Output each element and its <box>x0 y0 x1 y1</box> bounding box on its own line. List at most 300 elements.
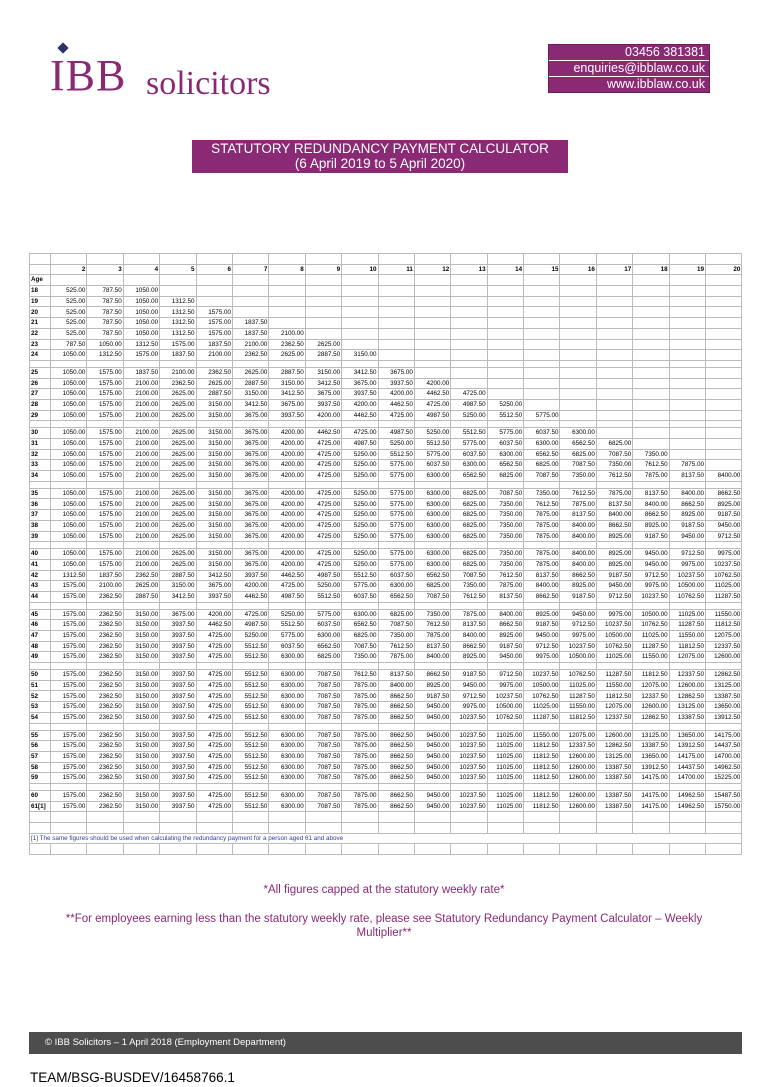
payment-cell: 7875.00 <box>524 510 560 521</box>
blank-cell <box>51 542 87 549</box>
payment-cell: 4200.00 <box>269 439 305 450</box>
blank-cell <box>414 783 450 790</box>
payment-cell: 1575.00 <box>87 428 123 439</box>
blank-cell <box>487 723 523 730</box>
empty-cell <box>342 318 378 329</box>
payment-cell: 7087.50 <box>378 620 414 631</box>
blank-cell <box>87 275 123 286</box>
empty-cell <box>342 307 378 318</box>
payment-cell: 2362.50 <box>87 773 123 784</box>
payment-cell: 4725.00 <box>414 399 450 410</box>
payment-cell: 1050.00 <box>51 460 87 471</box>
payment-cell: 5250.00 <box>342 471 378 482</box>
blank-cell <box>342 275 378 286</box>
payment-cell: 5512.50 <box>305 591 341 602</box>
age-cell: 60 <box>30 790 51 801</box>
payment-cell: 14962.50 <box>669 790 705 801</box>
empty-cell <box>633 296 669 307</box>
payment-cell: 7875.00 <box>342 702 378 713</box>
payment-cell: 3937.50 <box>160 670 196 681</box>
payment-cell: 6037.50 <box>451 449 487 460</box>
blank-cell <box>87 254 123 265</box>
payment-cell: 2362.50 <box>87 631 123 642</box>
payment-cell: 6825.00 <box>451 559 487 570</box>
payment-cell: 3150.00 <box>123 691 159 702</box>
payment-cell: 1050.00 <box>123 307 159 318</box>
blank-cell <box>123 602 159 609</box>
payment-cell: 2887.50 <box>232 378 268 389</box>
payment-cell: 787.50 <box>51 339 87 350</box>
payment-cell: 7612.50 <box>560 488 596 499</box>
payment-cell: 2362.50 <box>87 801 123 812</box>
payment-cell: 6825.00 <box>451 510 487 521</box>
payment-cell: 8662.50 <box>378 751 414 762</box>
payment-cell: 525.00 <box>51 307 87 318</box>
payment-cell: 8662.50 <box>451 641 487 652</box>
blank-cell <box>560 421 596 428</box>
blank-cell <box>560 812 596 823</box>
payment-cell: 6825.00 <box>451 499 487 510</box>
payment-cell: 11812.50 <box>524 741 560 752</box>
blank-cell <box>524 823 560 834</box>
blank-cell <box>342 602 378 609</box>
blank-cell <box>160 275 196 286</box>
blank-cell <box>414 812 450 823</box>
payment-cell: 7875.00 <box>342 730 378 741</box>
empty-cell <box>669 449 705 460</box>
payment-cell: 5250.00 <box>342 559 378 570</box>
years-header-cell: 11 <box>378 264 414 275</box>
empty-cell <box>633 318 669 329</box>
blank-cell <box>196 602 232 609</box>
payment-cell: 9450.00 <box>414 762 450 773</box>
payment-cell: 7087.50 <box>342 641 378 652</box>
empty-cell <box>669 296 705 307</box>
payment-cell: 13912.50 <box>706 712 742 723</box>
payment-cell: 2100.00 <box>123 428 159 439</box>
payment-cell: 1575.00 <box>87 531 123 542</box>
blank-cell <box>596 783 632 790</box>
payment-cell: 9975.00 <box>524 652 560 663</box>
empty-cell <box>269 318 305 329</box>
payment-cell: 11025.00 <box>706 581 742 592</box>
payment-cell: 2625.00 <box>269 350 305 361</box>
payment-cell: 2100.00 <box>123 378 159 389</box>
payment-cell: 1050.00 <box>123 296 159 307</box>
payment-cell: 2362.50 <box>87 790 123 801</box>
payment-cell: 3150.00 <box>196 399 232 410</box>
empty-cell <box>633 307 669 318</box>
empty-cell <box>342 286 378 297</box>
payment-cell: 12600.00 <box>560 801 596 812</box>
payment-cell: 3937.50 <box>160 652 196 663</box>
payment-cell: 5775.00 <box>378 510 414 521</box>
payment-cell: 2100.00 <box>123 399 159 410</box>
payment-cell: 8400.00 <box>487 609 523 620</box>
payment-cell: 8137.50 <box>669 471 705 482</box>
payment-cell: 8400.00 <box>596 510 632 521</box>
payment-cell: 4725.00 <box>305 449 341 460</box>
empty-cell <box>596 296 632 307</box>
payment-cell: 2887.50 <box>196 389 232 400</box>
payment-cell: 4987.50 <box>342 439 378 450</box>
payment-cell: 6562.50 <box>524 449 560 460</box>
payment-cell: 7087.50 <box>451 570 487 581</box>
payment-cell: 6562.50 <box>305 641 341 652</box>
blank-cell <box>51 360 87 367</box>
empty-cell <box>706 367 742 378</box>
contact-website[interactable]: www.ibblaw.co.uk <box>549 77 709 92</box>
table-row <box>30 680 742 691</box>
payment-cell: 7087.50 <box>487 488 523 499</box>
payment-cell: 14175.00 <box>669 751 705 762</box>
payment-cell: 13650.00 <box>669 730 705 741</box>
payment-cell: 3937.50 <box>269 410 305 421</box>
empty-cell <box>596 328 632 339</box>
payment-cell: 10237.50 <box>451 801 487 812</box>
payment-cell: 4200.00 <box>269 520 305 531</box>
payment-cell: 4200.00 <box>269 449 305 460</box>
blank-cell <box>669 602 705 609</box>
payment-cell: 13125.00 <box>669 702 705 713</box>
payment-cell: 4200.00 <box>269 488 305 499</box>
blank-cell <box>487 783 523 790</box>
payment-cell: 7087.50 <box>305 730 341 741</box>
payment-cell: 1575.00 <box>51 631 87 642</box>
blank-cell <box>305 275 341 286</box>
payment-cell: 8400.00 <box>451 631 487 642</box>
payment-cell: 1575.00 <box>51 670 87 681</box>
table-row <box>30 488 742 499</box>
payment-cell: 6300.00 <box>269 730 305 741</box>
blank-cell <box>378 360 414 367</box>
blank-cell <box>633 723 669 730</box>
empty-cell <box>706 410 742 421</box>
age-cell: 27 <box>30 389 51 400</box>
payment-cell: 4725.00 <box>378 410 414 421</box>
blank-cell <box>451 360 487 367</box>
blank-cell <box>378 823 414 834</box>
payment-cell: 2362.50 <box>87 712 123 723</box>
blank-cell <box>669 723 705 730</box>
payment-cell: 3675.00 <box>305 389 341 400</box>
payment-cell: 6300.00 <box>414 471 450 482</box>
empty-cell <box>706 389 742 400</box>
payment-cell: 3675.00 <box>232 449 268 460</box>
blank-cell <box>669 663 705 670</box>
blank-cell <box>51 481 87 488</box>
payment-cell: 1050.00 <box>51 499 87 510</box>
payment-cell: 1575.00 <box>51 762 87 773</box>
payment-cell: 1575.00 <box>87 559 123 570</box>
empty-cell <box>487 286 523 297</box>
payment-cell: 2625.00 <box>160 531 196 542</box>
payment-cell: 6300.00 <box>305 631 341 642</box>
blank-cell <box>596 542 632 549</box>
table-row <box>30 339 742 350</box>
empty-cell <box>342 339 378 350</box>
payment-cell: 525.00 <box>51 318 87 329</box>
contact-phone: 03456 381381 <box>549 45 709 61</box>
payment-cell: 5512.50 <box>232 691 268 702</box>
blank-cell <box>305 812 341 823</box>
blank-cell <box>269 823 305 834</box>
payment-cell: 7612.50 <box>596 471 632 482</box>
age-cell: 28 <box>30 399 51 410</box>
payment-cell: 8137.50 <box>560 510 596 521</box>
payment-cell: 5512.50 <box>232 730 268 741</box>
payment-cell: 2362.50 <box>87 670 123 681</box>
blank-cell <box>706 783 742 790</box>
age-cell: 45 <box>30 609 51 620</box>
payment-cell: 2625.00 <box>160 559 196 570</box>
payment-cell: 1050.00 <box>51 378 87 389</box>
empty-cell <box>596 428 632 439</box>
age-cell: 46 <box>30 620 51 631</box>
empty-cell <box>669 350 705 361</box>
payment-cell: 4725.00 <box>305 499 341 510</box>
payment-cell: 2100.00 <box>123 389 159 400</box>
blank-cell <box>232 481 268 488</box>
payment-cell: 2625.00 <box>160 499 196 510</box>
payment-cell: 12600.00 <box>706 652 742 663</box>
payment-cell: 3937.50 <box>160 790 196 801</box>
payment-cell: 1050.00 <box>123 328 159 339</box>
payment-cell: 2625.00 <box>160 549 196 560</box>
blank-cell <box>269 663 305 670</box>
payment-cell: 6037.50 <box>414 460 450 471</box>
blank-cell <box>633 481 669 488</box>
payment-cell: 1050.00 <box>51 399 87 410</box>
empty-cell <box>633 399 669 410</box>
payment-cell: 3150.00 <box>123 762 159 773</box>
age-cell: 53 <box>30 702 51 713</box>
payment-cell: 10762.50 <box>560 670 596 681</box>
payment-cell: 1575.00 <box>123 350 159 361</box>
blank-cell <box>30 663 51 670</box>
payment-cell: 3675.00 <box>378 367 414 378</box>
payment-cell: 12075.00 <box>669 652 705 663</box>
blank-cell <box>30 421 51 428</box>
empty-cell <box>414 350 450 361</box>
empty-cell <box>378 318 414 329</box>
payment-cell: 1575.00 <box>51 641 87 652</box>
blank-cell <box>560 844 596 855</box>
logo-ibb-text: IBB <box>50 51 127 100</box>
payment-cell: 3937.50 <box>160 762 196 773</box>
table-row <box>30 751 742 762</box>
payment-cell: 7087.50 <box>305 790 341 801</box>
blank-cell <box>269 542 305 549</box>
blank-cell <box>560 481 596 488</box>
payment-cell: 4200.00 <box>269 471 305 482</box>
payment-cell: 5512.50 <box>232 652 268 663</box>
blank-cell <box>596 481 632 488</box>
payment-cell: 6300.00 <box>269 702 305 713</box>
blank-row <box>30 254 742 265</box>
payment-cell: 3937.50 <box>305 399 341 410</box>
payment-cell: 3150.00 <box>305 367 341 378</box>
payment-cell: 3150.00 <box>196 471 232 482</box>
blank-cell <box>232 360 268 367</box>
payment-cell: 11287.50 <box>633 641 669 652</box>
blank-cell <box>487 421 523 428</box>
payment-cell: 9712.50 <box>669 549 705 560</box>
age-cell: 33 <box>30 460 51 471</box>
blank-cell <box>706 602 742 609</box>
payment-cell: 4200.00 <box>269 531 305 542</box>
blank-cell <box>706 275 742 286</box>
payment-cell: 4462.50 <box>305 428 341 439</box>
payment-cell: 12337.50 <box>560 741 596 752</box>
blank-cell <box>269 360 305 367</box>
payment-cell: 10500.00 <box>633 609 669 620</box>
blank-cell <box>269 481 305 488</box>
empty-cell <box>560 350 596 361</box>
payment-cell: 8662.50 <box>378 730 414 741</box>
blank-cell <box>123 542 159 549</box>
payment-cell: 1575.00 <box>51 652 87 663</box>
payment-cell: 10500.00 <box>487 702 523 713</box>
blank-cell <box>87 823 123 834</box>
age-cell: 59 <box>30 773 51 784</box>
payment-cell: 4725.00 <box>451 389 487 400</box>
empty-cell <box>342 328 378 339</box>
payment-cell: 3675.00 <box>196 581 232 592</box>
payment-cell: 8662.50 <box>633 510 669 521</box>
payment-cell: 3150.00 <box>123 641 159 652</box>
blank-cell <box>51 783 87 790</box>
payment-cell: 3150.00 <box>196 531 232 542</box>
payment-cell: 6825.00 <box>342 631 378 642</box>
payment-cell: 13387.50 <box>596 762 632 773</box>
payment-cell: 7875.00 <box>342 790 378 801</box>
payment-cell: 3937.50 <box>196 591 232 602</box>
payment-cell: 6562.50 <box>378 591 414 602</box>
payment-cell: 5250.00 <box>378 439 414 450</box>
payment-cell: 4725.00 <box>196 762 232 773</box>
payment-cell: 787.50 <box>87 318 123 329</box>
empty-cell <box>596 318 632 329</box>
payment-cell: 5512.50 <box>342 570 378 581</box>
payment-cell: 1575.00 <box>51 712 87 723</box>
payment-cell: 1575.00 <box>87 460 123 471</box>
blank-cell <box>269 723 305 730</box>
empty-cell <box>451 307 487 318</box>
years-header-row <box>30 264 742 275</box>
payment-cell: 7350.00 <box>451 581 487 592</box>
empty-cell <box>633 428 669 439</box>
empty-cell <box>342 296 378 307</box>
payment-cell: 1050.00 <box>51 531 87 542</box>
payment-cell: 4200.00 <box>232 581 268 592</box>
payment-cell: 6825.00 <box>414 581 450 592</box>
blank-cell <box>232 812 268 823</box>
contact-email[interactable]: enquiries@ibblaw.co.uk <box>549 61 709 77</box>
table-row <box>30 350 742 361</box>
blank-cell <box>706 663 742 670</box>
table-row <box>30 549 742 560</box>
payment-cell: 1837.50 <box>87 570 123 581</box>
empty-cell <box>487 389 523 400</box>
payment-cell: 7875.00 <box>633 471 669 482</box>
empty-cell <box>633 389 669 400</box>
empty-cell <box>560 286 596 297</box>
age-cell: 56 <box>30 741 51 752</box>
payment-cell: 5512.50 <box>232 702 268 713</box>
payment-cell: 3675.00 <box>269 399 305 410</box>
payment-cell: 9712.50 <box>633 570 669 581</box>
age-cell: 49 <box>30 652 51 663</box>
payment-cell: 1050.00 <box>51 449 87 460</box>
payment-cell: 4725.00 <box>305 559 341 570</box>
payment-cell: 3150.00 <box>123 702 159 713</box>
blank-cell <box>414 602 450 609</box>
empty-cell <box>669 286 705 297</box>
blank-cell <box>451 542 487 549</box>
blank-cell <box>342 844 378 855</box>
payment-cell: 1575.00 <box>51 591 87 602</box>
payment-cell: 11025.00 <box>487 801 523 812</box>
payment-cell: 12075.00 <box>596 702 632 713</box>
payment-cell: 11287.50 <box>596 670 632 681</box>
payment-cell: 3150.00 <box>160 581 196 592</box>
payment-cell: 4725.00 <box>196 670 232 681</box>
payment-cell: 7875.00 <box>414 631 450 642</box>
payment-cell: 9187.50 <box>706 510 742 521</box>
blank-cell <box>524 275 560 286</box>
payment-cell: 7350.00 <box>487 520 523 531</box>
payment-cell: 13387.50 <box>596 790 632 801</box>
payment-cell: 3675.00 <box>232 549 268 560</box>
payment-cell: 4725.00 <box>196 691 232 702</box>
empty-cell <box>378 296 414 307</box>
empty-cell <box>560 307 596 318</box>
payment-cell: 3150.00 <box>342 350 378 361</box>
age-label: Age <box>30 275 51 286</box>
payment-cell: 5775.00 <box>378 488 414 499</box>
payment-cell: 787.50 <box>87 286 123 297</box>
blank-cell <box>51 723 87 730</box>
age-cell: 55 <box>30 730 51 741</box>
payment-cell: 6300.00 <box>342 609 378 620</box>
blank-cell <box>596 360 632 367</box>
payment-cell: 7087.50 <box>305 741 341 752</box>
payment-cell: 2100.00 <box>87 581 123 592</box>
payment-cell: 11812.50 <box>524 751 560 762</box>
blank-cell <box>560 823 596 834</box>
payment-cell: 13125.00 <box>633 730 669 741</box>
payment-cell: 11550.00 <box>596 680 632 691</box>
blank-cell <box>232 783 268 790</box>
payment-cell: 14175.00 <box>633 801 669 812</box>
payment-cell: 14175.00 <box>633 773 669 784</box>
payment-cell: 2362.50 <box>87 620 123 631</box>
payment-cell: 12862.50 <box>633 712 669 723</box>
blank-cell <box>342 823 378 834</box>
payment-cell: 5250.00 <box>269 609 305 620</box>
payment-cell: 10237.50 <box>596 620 632 631</box>
blank-cell <box>669 542 705 549</box>
payment-cell: 7350.00 <box>342 652 378 663</box>
blank-cell <box>30 844 51 855</box>
blank-cell <box>633 254 669 265</box>
payment-cell: 6825.00 <box>524 460 560 471</box>
payment-cell: 12600.00 <box>633 702 669 713</box>
payment-cell: 1312.50 <box>160 307 196 318</box>
payment-cell: 3150.00 <box>123 620 159 631</box>
blank-cell <box>305 481 341 488</box>
